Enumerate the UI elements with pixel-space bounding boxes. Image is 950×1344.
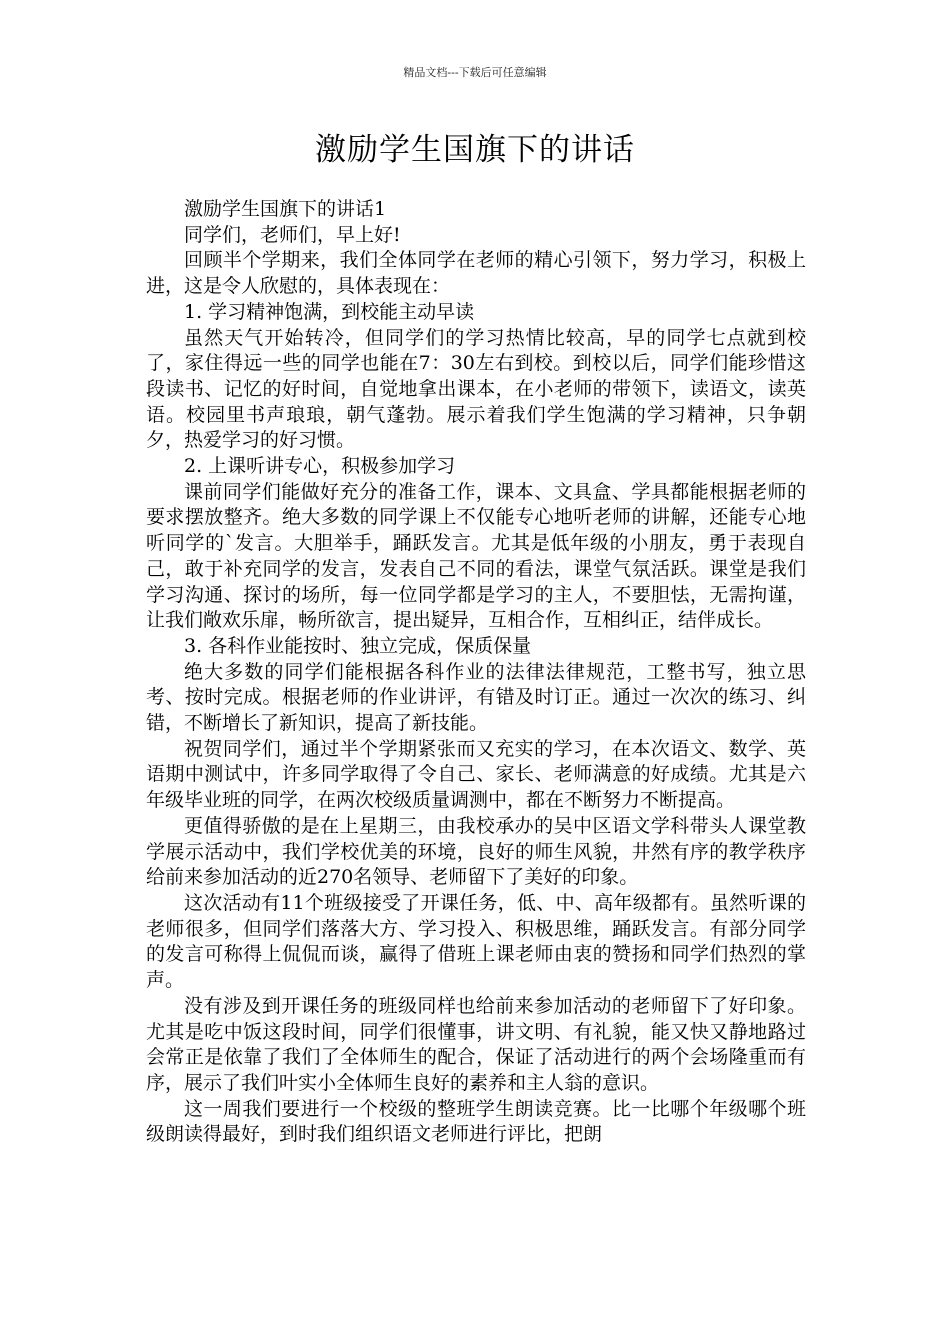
paragraph: 课前同学们能做好充分的准备工作，课本、文具盒、学具都能根据老师的要求摆放整齐。绝大多数的同学课上不仅能专心地听老师的讲解，还能专心地听同学的`发言。大胆举手，踊跃发言。尤其是低年级的小朋友，勇于表现自己，敢于补充同学的发言，发表自己不同的看法，课堂气氛活跃。课堂是我们学习沟通、探讨的场所，每一位同学都是学习的主人，不要胆怯，无需拘谨，让我们敞欢乐扉，畅所欲言，提出疑异，互相合作，互相纠正，结伴成长。	[146, 480, 806, 632]
paragraph: 1. 学习精神饱满，到校能主动早读	[184, 300, 475, 323]
paragraph: 3. 各科作业能按时、独立完成，保质保量	[184, 634, 532, 657]
paragraph: 回顾半个学期来，我们全体同学在老师的精心引领下，努力学习，积极上进，这是令人欣慰的，具体表现在：	[146, 249, 806, 298]
paragraph: 这一周我们要进行一个校级的整班学生朗读竞赛。比一比哪个年级哪个班级朗读得最好，到时我们组织语文老师进行评比，把朗	[146, 1097, 806, 1146]
paragraph: 绝大多数的同学们能根据各科作业的法律法律规范，工整书写，独立思考、按时完成。根据老师的作业讲评，有错及时订正。通过一次次的练习、纠错，不断增长了新知识，提高了新技能。	[146, 660, 806, 735]
page-header: 精品文档---下载后可任意编辑	[403, 66, 547, 79]
paragraph: 祝贺同学们，通过半个学期紧张而又充实的学习，在本次语文、数学、英语期中测试中，许多同学取得了令自己、家长、老师满意的好成绩。尤其是六年级毕业班的同学，在两次校级质量调测中，都在不断努力不断提高。	[146, 737, 806, 812]
paragraph: 这次活动有11个班级接受了开课任务，低、中、高年级都有。虽然听课的老师很多，但同学们落落大方、学习投入、积极思维，踊跃发言。有部分同学的发言可称得上侃侃而谈，赢得了借班上课老师由衷的赞扬和同学们热烈的掌声。	[146, 891, 806, 992]
paragraph: 虽然天气开始转冷，但同学们的学习热情比较高，早的同学七点就到校了，家住得远一些的同学也能在7：30左右到校。到校以后，同学们能珍惜这段读书、记忆的好时间，自觉地拿出课本，在小老师的带领下，读语文，读英语。校园里书声琅琅，朝气蓬勃。展示着我们学生饱满的学习精神，只争朝夕，热爱学习的好习惯。	[146, 326, 806, 452]
document-title: 激励学生国旗下的讲话	[315, 132, 635, 168]
paragraph: 激励学生国旗下的讲话1	[184, 198, 387, 220]
paragraph: 没有涉及到开课任务的班级同样也给前来参加活动的老师留下了好印象。尤其是吃中饭这段时间，同学们很懂事，讲文明、有礼貌，能又快又静地路过会常正是依靠了我们了全体师生的配合，保证了活动进行的两个会场隆重而有序，展示了我们叶实小全体师生良好的素养和主人翁的意识。	[146, 994, 806, 1094]
document-body	[146, 197, 806, 1148]
paragraph: 2. 上课听讲专心，积极参加学习	[184, 455, 456, 478]
paragraph: 同学们，老师们，早上好!	[184, 223, 401, 246]
paragraph: 更值得骄傲的是在上星期三，由我校承办的吴中区语文学科带头人课堂教学展示活动中，我们学校优美的环境，良好的师生风貌，井然有序的教学秩序给前来参加活动的近270名领导、老师留下了美好的印象。	[146, 814, 806, 889]
